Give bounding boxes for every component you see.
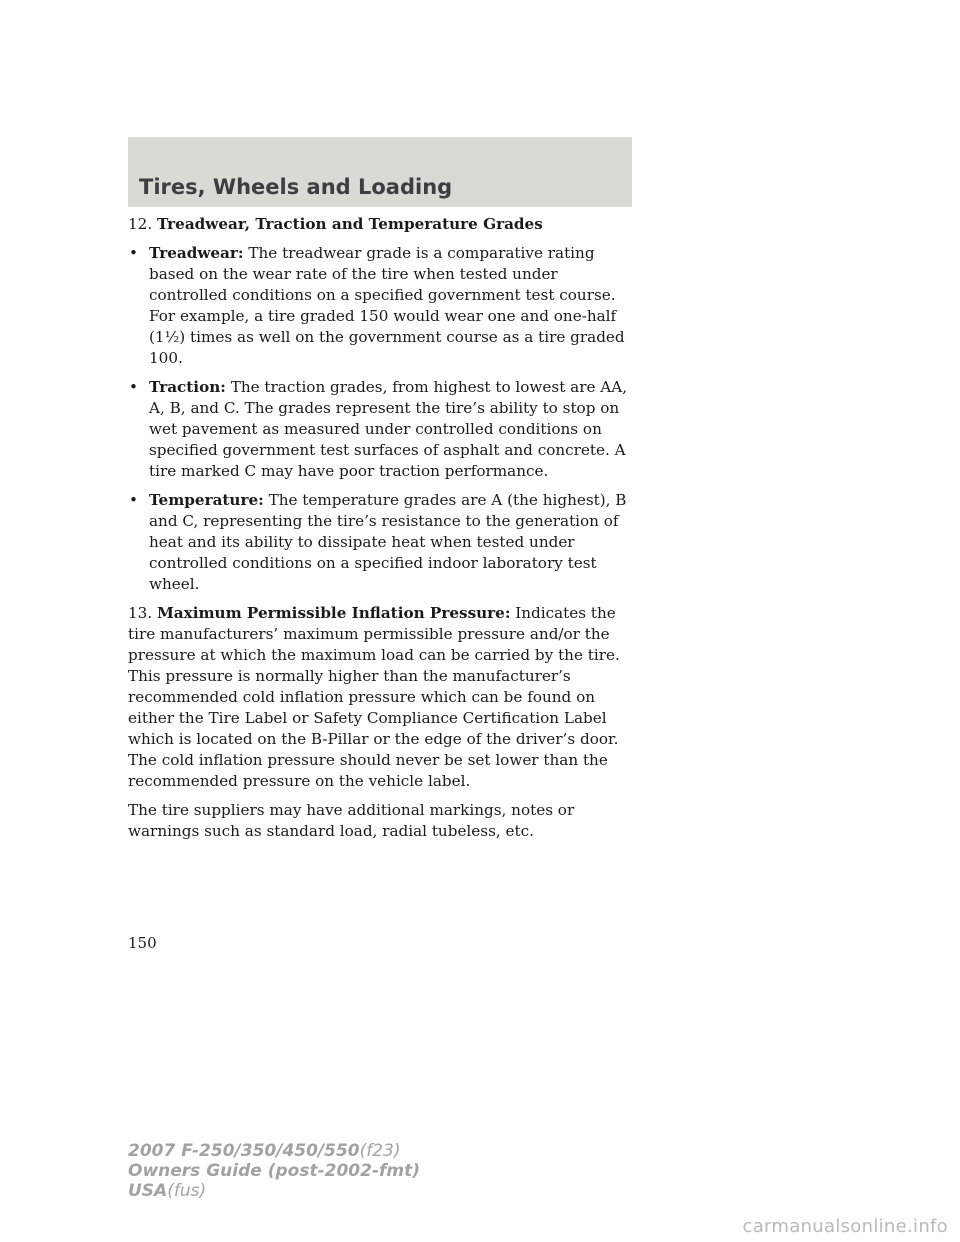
- bullet-temperature: [128, 490, 634, 595]
- bullet-dot: •: [129, 378, 138, 396]
- bullet-treadwear: [128, 243, 634, 369]
- footer-region-code: (fus): [167, 1181, 207, 1201]
- page-body: [128, 214, 634, 850]
- bullet-traction: [128, 377, 634, 482]
- item-heading: Maximum Permissible Inflation Pressure:: [156, 604, 511, 622]
- footer-model: 2007 F-250/350/450/550: [128, 1141, 360, 1161]
- document-footer: [128, 1141, 420, 1201]
- footer-region: USA: [128, 1181, 168, 1201]
- footer-line-guide: Owners Guide (post-2002-fmt): [128, 1161, 421, 1181]
- section-header-band: [128, 137, 632, 207]
- bullet-dot: •: [129, 244, 138, 262]
- bullet-dot: •: [129, 491, 138, 509]
- item-12-heading: [128, 214, 634, 235]
- bullet-text: The temperature grades are A (the highest), B and C, representing the tire’s resistance to the generation of heat and its ability to dissipate heat when tested under controlled conditions on a specified indoor laboratory test wheel.: [149, 491, 627, 593]
- closing-paragraph: The tire suppliers may have additional markings, notes or warnings such as standard load, radial tubeless, etc.: [128, 801, 575, 840]
- watermark-text: carmanualsonline.info: [742, 1216, 948, 1237]
- bullet-text: The treadwear grade is a comparative rating based on the wear rate of the tire when tested under controlled conditions on a specified government test course. For example, a tire graded 150 would wear one and one-half (1½) times as well on the government course as a tire graded 100.: [149, 244, 625, 367]
- item-13-paragraph: [128, 603, 634, 792]
- page-number: 150: [128, 934, 157, 952]
- bullet-term: Traction:: [149, 378, 226, 396]
- footer-line-model: [128, 1141, 420, 1161]
- section-title: Tires, Wheels and Loading: [139, 175, 453, 199]
- footer-line-region: [128, 1181, 420, 1201]
- item-text: Indicates the tire manufacturers’ maximum permissible pressure and/or the pressure at which the maximum load can be carried by the tire. This pressure is normally higher than the manufacturer’s recommended cold inflation pressure which can be found on either the Tire Label or Safety Compliance Certification Label which is located on the B-Pillar or the edge of the driver’s door. The cold inflation pressure should never be set lower than the recommended pressure on the vehicle label.: [128, 604, 620, 790]
- bullet-text: The traction grades, from highest to lowest are AA, A, B, and C. The grades represent the tire’s ability to stop on wet pavement as measured under controlled conditions on specified government test surfaces of asphalt and concrete. A tire marked C may have poor traction performance.: [149, 378, 628, 480]
- bullet-term: Temperature:: [149, 491, 264, 509]
- item-heading: Treadwear, Traction and Temperature Grades: [156, 215, 543, 233]
- footer-model-code: (f23): [359, 1141, 401, 1161]
- item-number: 13.: [128, 604, 153, 622]
- item-number: 12.: [128, 215, 153, 233]
- bullet-term: Treadwear:: [149, 244, 244, 262]
